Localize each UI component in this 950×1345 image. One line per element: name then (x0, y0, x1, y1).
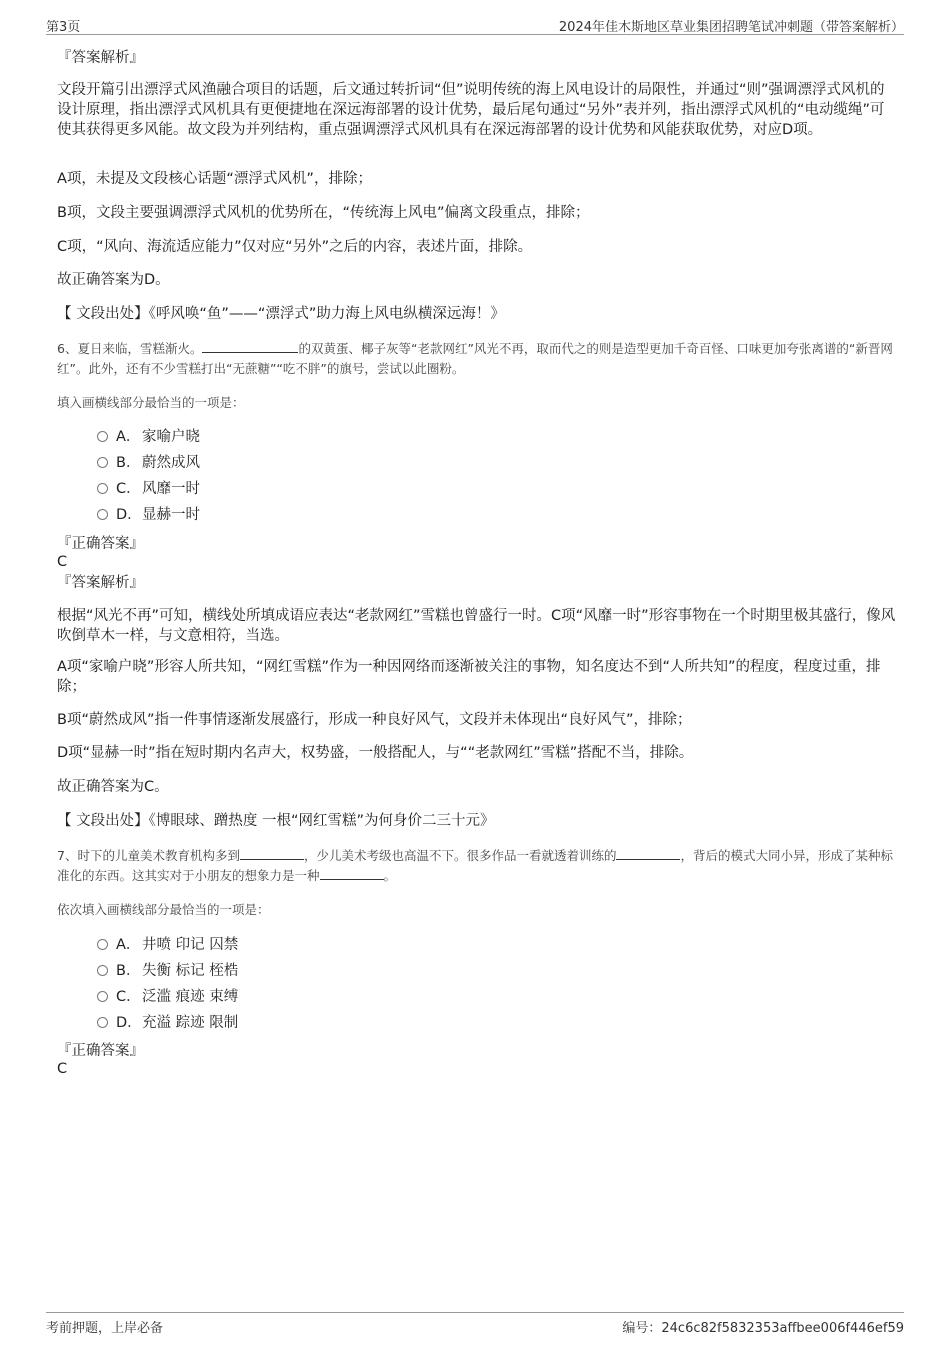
radio-icon[interactable] (97, 483, 108, 494)
option-text: 井喷 印记 囚禁 (142, 937, 239, 953)
q7-answer-heading: 『正确答案』 (57, 1043, 144, 1059)
q7-blank-1 (240, 847, 304, 860)
footer-serial: 编号：24c6c82f5832353affbee006f446ef59 (622, 1321, 904, 1336)
option-text: 显赫一时 (142, 507, 200, 523)
radio-icon[interactable] (97, 1017, 108, 1028)
page-footer (46, 1312, 904, 1337)
q7-stem-part2: ，少儿美术考级也高温不下。很多作品一看就透着训练的 (303, 848, 617, 863)
option-text: 蔚然成风 (142, 455, 200, 471)
q6-analysis-option-b: B项“蔚然成风”指一件事情逐渐发展盛行，形成一种良好风气，文段并未体现出“良好风气”，排除； (57, 712, 692, 728)
document-title: 2024年佳木斯地区草业集团招聘笔试冲刺题（带答案解析） (558, 20, 904, 35)
option-letter: C． (116, 481, 141, 497)
q7-answer: C (57, 1061, 68, 1077)
q7-stem-part1: 7、时下的儿童美术教育机构多到 (57, 848, 240, 863)
radio-icon[interactable] (97, 509, 108, 520)
q7-option-d[interactable] (97, 1012, 238, 1034)
q7-option-b[interactable] (97, 960, 238, 982)
page-number: 第3页 (46, 20, 81, 35)
q7-option-c[interactable] (97, 986, 238, 1008)
q5-analysis-option-c: C项，“风向、海流适应能力”仅对应“另外”之后的内容，表述片面，排除。 (57, 239, 533, 255)
q7-option-a[interactable] (97, 934, 238, 956)
option-letter: B． (116, 455, 141, 471)
q6-option-d[interactable] (97, 504, 200, 526)
q5-conclusion: 故正确答案为D。 (57, 272, 170, 288)
q5-source: 【 文段出处】《呼风唤“鱼”——“漂浮式”助力海上风电纵横深远海！》 (57, 306, 505, 322)
option-text: 家喻户晓 (142, 429, 200, 445)
q6-analysis-paragraph: 根据“风光不再”可知，横线处所填成语应表达“老款网红”雪糕也曾盛行一时。C项“风靡一时”形容事物在一个时期里极其盛行，像风吹倒草木一样，与文意相符，当选。 (57, 608, 896, 644)
q7-instruction: 依次填入画横线部分最恰当的一项是： (57, 902, 270, 917)
option-letter: B． (116, 963, 141, 979)
q6-answer-heading: 『正确答案』 (57, 536, 144, 552)
option-text: 充溢 踪迹 限制 (142, 1015, 239, 1031)
q7-stem (57, 846, 897, 886)
q6-source: 【 文段出处】《博眼球、蹭热度 一根“网红雪糕”为何身价二三十元》 (57, 813, 495, 829)
q6-analysis-option-d: D项“显赫一时”指在短时期内名声大，权势盛，一般搭配人，与““老款网红”雪糕”搭配不当，排除。 (57, 745, 694, 761)
q6-stem-rest: 的双黄蛋、椰子灰等“老款网红”风光不再，取而代之的则是造型更加千奇百怪、口味更加夸张离谱的“新晋网红”。此外，还有不少雪糕打出“无蔗糖”“吃不胖”的旗号，尝试以此圈粉。 (57, 341, 893, 376)
q6-blank (202, 340, 298, 353)
q6-answer: C (57, 554, 68, 570)
option-text: 失衡 标记 桎梏 (142, 963, 239, 979)
q6-option-b[interactable] (97, 452, 200, 474)
radio-icon[interactable] (97, 457, 108, 468)
q5-analysis-heading: 『答案解析』 (57, 50, 144, 66)
q6-analysis-heading: 『答案解析』 (57, 575, 144, 591)
option-letter: A． (116, 429, 141, 445)
q6-stem-start: 6、夏日来临，雪糕渐火。 (57, 341, 203, 356)
q6-option-c[interactable] (97, 478, 200, 500)
q6-analysis-option-a: A项“家喻户晓”形容人所共知，“网红雪糕”作为一种因网络而逐渐被关注的事物，知名度达不到“人所共知”的程度，程度过重，排除； (57, 659, 881, 695)
radio-icon[interactable] (97, 939, 108, 950)
page-header (46, 14, 904, 35)
q5-analysis-paragraph: 文段开篇引出漂浮式风渔融合项目的话题，后文通过转折词“但”说明传统的海上风电设计的局限性，并通过“则”强调漂浮式风机的设计原理，指出漂浮式风机具有更便捷地在深远海部署的设计优势，最后尾句通过“另外”表并列，指出漂浮式风机的“电动缆绳”可使其获得更多风能。故文段为并列结构，重点强调漂浮式风机具有在深远海部署的设计优势和风能获取优势，对应D项。 (57, 82, 885, 138)
option-letter: D． (116, 1015, 142, 1031)
q7-stem-end: 。 (383, 868, 397, 883)
option-letter: A． (116, 937, 141, 953)
radio-icon[interactable] (97, 991, 108, 1002)
q5-analysis-option-a: A项，未提及文段核心话题“漂浮式风机”，排除； (57, 171, 372, 187)
option-text: 泛滥 痕迹 束缚 (142, 989, 239, 1005)
q6-option-a[interactable] (97, 426, 200, 448)
q6-stem (57, 339, 897, 379)
q6-instruction: 填入画横线部分最恰当的一项是： (57, 395, 245, 410)
q7-blank-3 (320, 867, 384, 880)
q6-conclusion: 故正确答案为C。 (57, 779, 169, 795)
option-text: 风靡一时 (142, 481, 200, 497)
option-letter: D． (116, 507, 142, 523)
radio-icon[interactable] (97, 431, 108, 442)
footer-slogan: 考前押题，上岸必备 (46, 1321, 164, 1336)
q7-blank-2 (616, 847, 680, 860)
q5-analysis-option-b: B项，文段主要强调漂浮式风机的优势所在，“传统海上风电”偏离文段重点，排除； (57, 205, 590, 221)
option-letter: C． (116, 989, 141, 1005)
radio-icon[interactable] (97, 965, 108, 976)
q7-stem-part3: ，背后的模式大同小异，形成了某种标准化的东西。这其实对于小朋友的想象力是一种 (57, 848, 893, 883)
